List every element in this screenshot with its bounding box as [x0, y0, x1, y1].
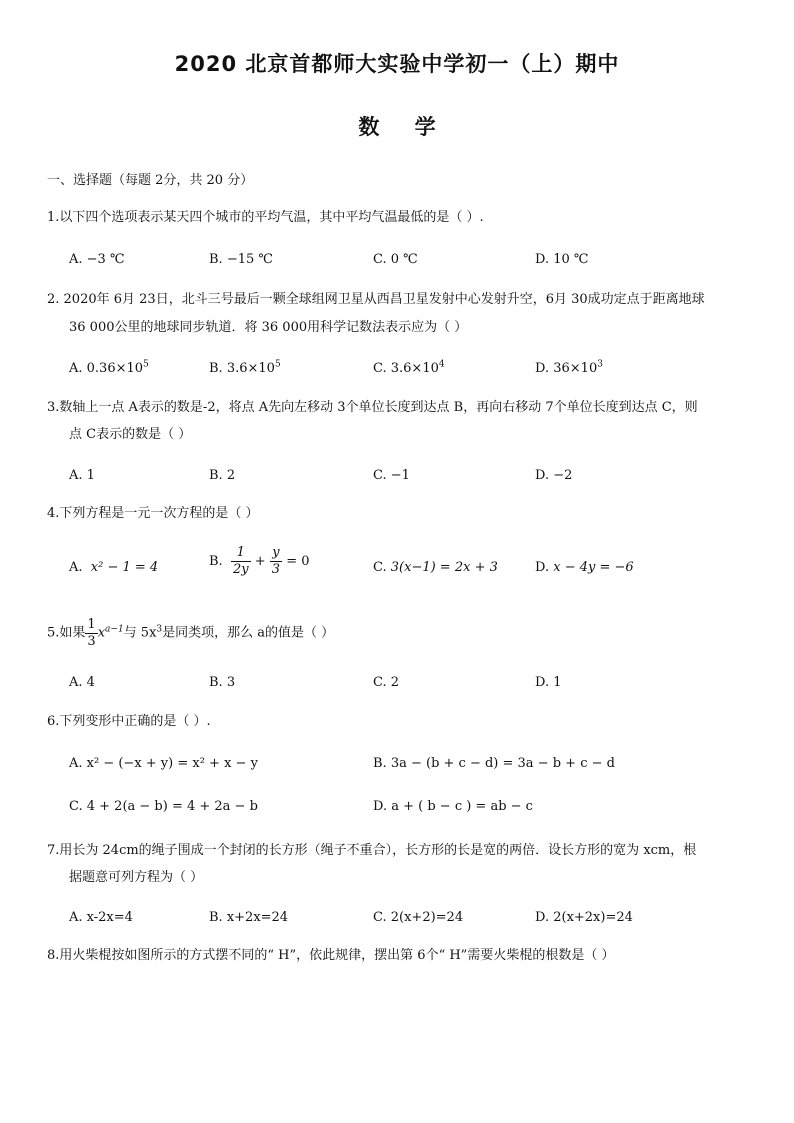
q5-option-d: D. 1 — [535, 675, 562, 690]
q5-fraction: $\frac{1}{3}$ — [87, 617, 96, 649]
q5-option-b: B. 3 — [209, 675, 236, 690]
q6-option-a: A. x² − (−x + y) = x² + x − y — [69, 756, 258, 771]
q4-option-a: A. x² − 1 = 4 — [69, 560, 159, 575]
q4-b-fraction-2: $\frac{y}{3}$ — [271, 545, 281, 577]
q6-option-c: C. 4 + 2(a − b) = 4 + 2a − b — [69, 799, 258, 814]
question-2-stem-line2: 36 000公里的地球同步轨道．将 36 000用科学记数法表示应为（ ） — [69, 320, 468, 335]
q5-option-a: A. 4 — [69, 675, 95, 690]
q3-option-d: D. −2 — [535, 468, 573, 483]
q3-option-b: B. 2 — [209, 468, 236, 483]
q7-option-c: C. 2(x+2)=24 — [373, 910, 464, 925]
question-3-stem-line1: 3.数轴上一点 A表示的数是-2，将点 A先向左移动 3个单位长度到达点 B，再向右移动 7个单位长度到达点 C，则 — [47, 400, 698, 415]
question-8-stem: 8.用火柴棍按如图所示的方式摆不同的“ H”，依此规律，摆出第 6个“ H”需要火柴棍的根数是（ ） — [47, 948, 615, 963]
q3-option-c: C. −1 — [373, 468, 410, 483]
q1-option-d: D. 10 ℃ — [535, 252, 589, 267]
q3-option-a: A. 1 — [69, 468, 95, 483]
q2-option-c: C. $3.6\times 10^4$ — [373, 359, 445, 376]
q1-option-b: B. −15 ℃ — [209, 252, 273, 267]
q4-b-fraction-1: $\frac{1}{2y}$ — [232, 545, 249, 577]
question-2-stem-line1: 2. 2020年 6月 23日，北斗三号最后一颗全球组网卫星从西昌卫星发射中心发射升空，6月 30成功定点于距离地球 — [47, 292, 705, 307]
q7-option-a: A. x-2x=4 — [69, 910, 133, 925]
subject-title: 数 学 — [358, 115, 436, 139]
q4-option-d: D. x − 4y = −6 — [535, 560, 634, 575]
q7-option-b: B. x+2x=24 — [209, 910, 289, 925]
question-1-stem: 1.以下四个选项表示某天四个城市的平均气温，其中平均气温最低的是（ ）. — [47, 210, 484, 225]
q4-option-b: B. $\frac{1}{2y}$ + $\frac{y}{3}$ = 0 — [209, 545, 310, 577]
q5-option-c: C. 2 — [373, 675, 400, 690]
q4-option-c: C. 3(x−1) = 2x + 3 — [373, 560, 498, 575]
page-title: 2020 北京首都师大实验中学初一（上）期中 — [174, 52, 620, 76]
q6-option-d: D. a + ( b − c ) = ab − c — [373, 799, 533, 814]
question-3-stem-line2: 点 C表示的数是（ ） — [69, 427, 192, 442]
question-7-stem-line1: 7.用长为 24cm的绳子围成一个封闭的长方形（绳子不重合），长方形的长是宽的两倍．设长方形的宽为 xcm，根 — [47, 843, 697, 858]
question-5-stem: 5.如果 $\frac{1}{3}$ $x^{a-1}$与 $5x^3$是同类项，那么 a的值是（ ） — [47, 617, 335, 649]
q2-option-a: A. $0.36\times 10^5$ — [69, 359, 149, 376]
section-heading: 一、选择题（每题 2分，共 20 分） — [47, 173, 254, 188]
q2-option-b: B. $3.6\times 10^5$ — [209, 359, 281, 376]
q6-option-b: B. 3a − (b + c − d) = 3a − b + c − d — [373, 756, 615, 771]
q7-option-d: D. 2(x+2x)=24 — [535, 910, 633, 925]
q1-option-c: C. 0 ℃ — [373, 252, 418, 267]
q1-option-a: A. −3 ℃ — [69, 252, 125, 267]
question-6-stem: 6.下列变形中正确的是（ ）. — [47, 714, 211, 729]
q2-option-d: D. $36\times 10^3$ — [535, 359, 603, 376]
question-4-stem: 4.下列方程是一元一次方程的是（ ） — [47, 506, 259, 521]
question-7-stem-line2: 据题意可列方程为（ ） — [69, 870, 204, 885]
